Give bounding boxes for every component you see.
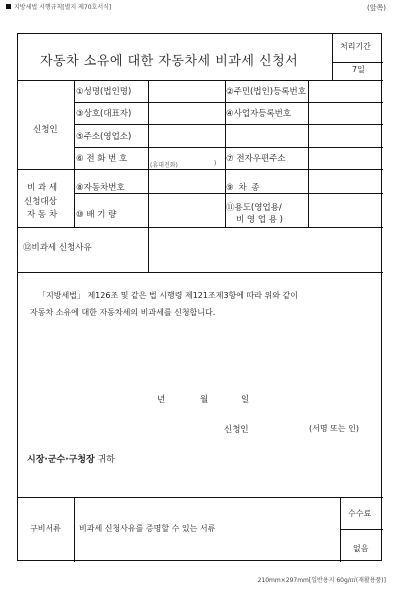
form-reference bbox=[6, 2, 111, 11]
vehicle-section-label-1: 비 과 세 bbox=[27, 183, 58, 193]
vehicle-type-label: ⑨ 차 종 bbox=[226, 183, 260, 193]
processing-period-label: 처리기간 bbox=[340, 42, 371, 51]
applicant-section-label: 신청인 bbox=[33, 125, 58, 135]
address-label: ⑤주소(영업소) bbox=[76, 132, 132, 142]
name-label: ①성명(법인명) bbox=[76, 87, 132, 97]
trade-name-label: ③상호(대표자) bbox=[76, 109, 132, 119]
vehicle-section-label-2: 신청대상 bbox=[24, 197, 57, 207]
address-field[interactable] bbox=[148, 125, 381, 145]
form-title: 자동차 소유에 대한 자동차세 비과세 신청서 bbox=[40, 54, 299, 69]
vehicle-reg-no-label: ⑧자동차번호 bbox=[76, 183, 125, 193]
signature-hint: (서명 또는 인) bbox=[309, 424, 359, 433]
phone-hint-close: ) bbox=[214, 160, 217, 167]
signature-applicant-label: 신청인 bbox=[224, 425, 249, 435]
resident-reg-no-label: ②주민(법인)등록번호 bbox=[226, 87, 306, 97]
business-reg-no-field[interactable] bbox=[308, 102, 381, 122]
vehicle-type-field[interactable] bbox=[308, 171, 381, 195]
trade-name-field[interactable] bbox=[148, 102, 223, 122]
date-year: 년 bbox=[157, 395, 166, 405]
fee-value: 없음 bbox=[353, 544, 369, 553]
form-reference-text: 지방세법 시행규칙[별지 제70호서식] bbox=[14, 4, 112, 11]
processing-period-value: 7일 bbox=[352, 65, 365, 74]
page-side-label: (앞쪽) bbox=[367, 4, 386, 12]
paper-spec-footer: 210mm×297mm[일반용지 60g/㎡(재활용품)] bbox=[257, 577, 386, 584]
name-field[interactable] bbox=[148, 80, 223, 100]
recipient-title: 시장·군수·구청장 bbox=[27, 455, 95, 465]
date-month: 월 bbox=[200, 395, 209, 405]
vehicle-reg-no-field[interactable] bbox=[148, 171, 223, 195]
recipient-line bbox=[27, 452, 115, 465]
reason-label: ⑫비과세 신청사유 bbox=[23, 243, 92, 253]
vehicle-section-label-3: 자 동 차 bbox=[27, 210, 58, 220]
attachments-label: 구비서류 bbox=[30, 524, 61, 533]
usage-label-2: 비 영 업 용 ) bbox=[236, 215, 283, 225]
usage-field[interactable] bbox=[308, 195, 381, 228]
phone-field[interactable] bbox=[148, 147, 223, 167]
email-label: ⑦ 전자우편주소 bbox=[226, 154, 286, 164]
reason-field[interactable] bbox=[148, 228, 381, 271]
recipient-suffix: 귀하 bbox=[94, 455, 115, 465]
fee-label: 수수료 bbox=[348, 509, 372, 518]
email-field[interactable] bbox=[308, 147, 381, 167]
business-reg-no-label: ④사업자등록번호 bbox=[226, 109, 292, 119]
attachments-content: 비과세 신청사유를 증명할 수 있는 서류 bbox=[79, 524, 216, 533]
phone-hint: (휴대전화) bbox=[150, 162, 178, 169]
usage-label-1: ⑪용도(영업용/ bbox=[226, 203, 282, 213]
displacement-field[interactable] bbox=[148, 195, 223, 228]
statement-line-2: 자동차 소유에 대한 자동차세의 비과세를 신청합니다. bbox=[30, 308, 216, 317]
square-bullet-icon bbox=[6, 4, 11, 9]
phone-label: ⑥ 전 화 번 호 bbox=[76, 154, 128, 164]
statement-line-1: 「지방세법」 제126조 및 같은 법 시행령 제121조제3항에 따라 위와 같이 bbox=[38, 291, 298, 300]
resident-reg-no-field[interactable] bbox=[308, 80, 381, 100]
date-day: 일 bbox=[241, 395, 250, 405]
displacement-label: ⑩ 배 기 량 bbox=[76, 210, 117, 220]
